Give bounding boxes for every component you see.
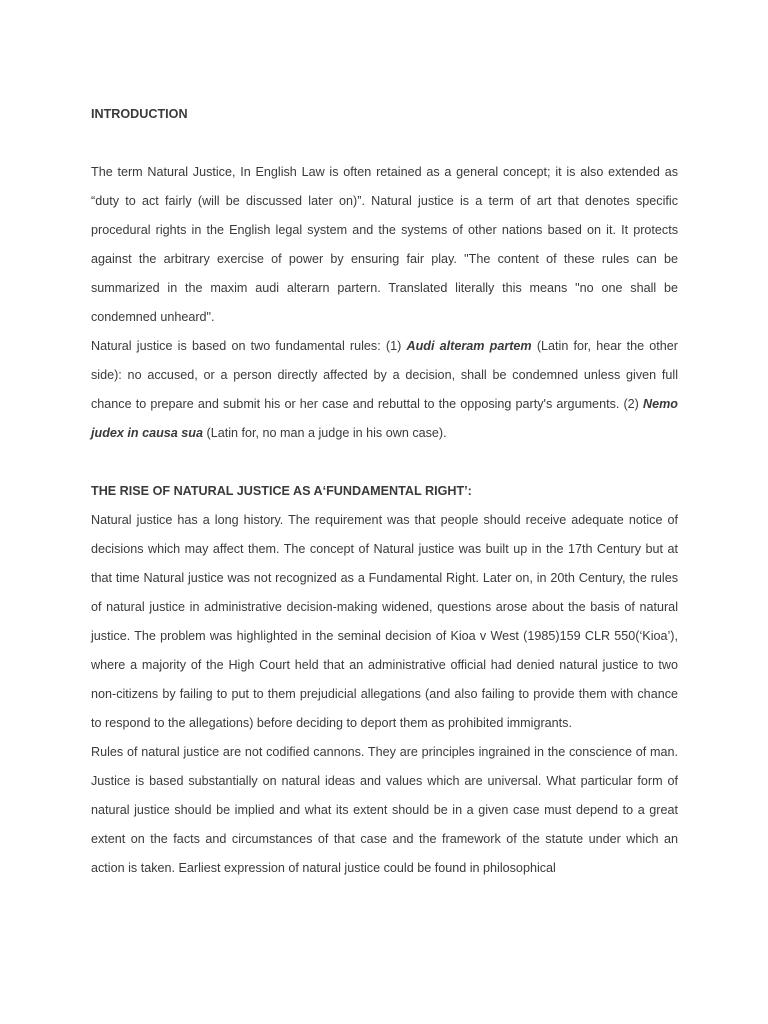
- intro-paragraph-1: The term Natural Justice, In English Law is often retained as a general concept; it is also extended as “duty to act fairly (will be discussed later on)”. Natural justice is a term of art that denotes specific procedural rights in the English legal system and the systems of other nations based on it. It protects against the arbitrary exercise of power by ensuring fair play. "The content of these rules can be summarized in the maxim audi alterarn partern. Translated literally this means "no one shall be condemned unheard".: [91, 165, 678, 324]
- section-heading-introduction: INTRODUCTION: [91, 107, 188, 121]
- rise-paragraph-2: Rules of natural justice are not codified cannons. They are principles ingrained in the conscience of man. Justice is based substantially on natural ideas and values which are universal. What particular form of natural justice should be implied and what its extent should be in a given case must depend to a great extent on the facts and circumstances of that case and the framework of the statute under which an action is taken. Earliest expression of natural justice could be found in philosophical: [91, 745, 678, 875]
- intro-p2-text-2: (Latin for, hear the other side): no accused, or a person directly affected by a decision, shall be condemned unless given full chance to prepare and submit his or her case and rebuttal to the opposing party's arguments. (2): [91, 339, 678, 411]
- intro-p2-text-3: (Latin for, no man a judge in his own case).: [203, 426, 447, 440]
- rise-paragraph-1: Natural justice has a long history. The requirement was that people should receive adequate notice of decisions which may affect them. The concept of Natural justice was built up in the 17th Century but at that time Natural justice was not recognized as a Fundamental Right. Later on, in 20th Century, the rules of natural justice in administrative decision-making widened, questions arose about the basis of natural justice. The problem was highlighted in the seminal decision of Kioa v West (1985)159 CLR 550(‘Kioa’), where a majority of the High Court held that an administrative official had denied natural justice to two non-citizens by failing to put to them prejudicial allegations (and also failing to provide them with chance to respond to the allegations) before deciding to deport them as prohibited immigrants.: [91, 513, 678, 730]
- section-heading-rise: THE RISE OF NATURAL JUSTICE AS A‘FUNDAMENTAL RIGHT’:: [91, 484, 472, 498]
- document-body: [91, 100, 678, 883]
- latin-term-audi-alteram-partem: Audi alteram partem: [406, 339, 532, 353]
- spacer: [91, 129, 678, 158]
- latin-term-nemo-judex: Nemo judex in causa sua: [91, 397, 678, 440]
- spacer: [91, 448, 678, 477]
- intro-p2-text-1: Natural justice is based on two fundamental rules: (1): [91, 339, 407, 353]
- intro-paragraph-2: [91, 332, 678, 448]
